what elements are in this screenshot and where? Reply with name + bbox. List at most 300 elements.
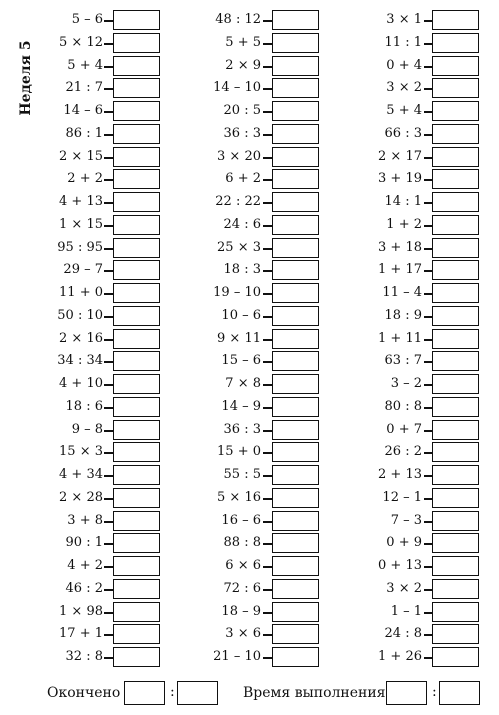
answer-box[interactable] [272, 238, 319, 258]
equals-dash [104, 407, 113, 409]
answer-box[interactable] [113, 624, 160, 644]
problem-row [322, 32, 482, 55]
problem-expression: 15 – 6 [221, 353, 261, 369]
problem-row [162, 100, 322, 123]
answer-box[interactable] [113, 56, 160, 76]
answer-box[interactable] [432, 169, 479, 189]
equals-dash [263, 589, 272, 591]
answer-box[interactable] [432, 647, 479, 667]
time-colon: : [432, 684, 437, 700]
problem-row [162, 32, 322, 55]
problem-row [322, 373, 482, 396]
problem-expression: 1 + 26 [378, 649, 422, 664]
answer-box[interactable] [113, 397, 160, 417]
problem-expression: 16 – 6 [221, 512, 261, 528]
problem-row [0, 237, 162, 260]
problem-expression: 12 – 1 [382, 489, 422, 505]
problem-row [0, 441, 162, 464]
equals-dash [104, 43, 113, 45]
equals-dash [104, 270, 113, 272]
problem-expression: 36 : 3 [223, 421, 261, 437]
answer-box[interactable] [272, 169, 319, 189]
answer-box[interactable] [432, 397, 479, 417]
answer-box[interactable] [432, 329, 479, 349]
answer-box[interactable] [113, 420, 160, 440]
equals-dash [104, 134, 113, 136]
problem-expression: 3 – 2 [390, 376, 422, 391]
answer-box[interactable] [432, 238, 479, 258]
problem-row [162, 646, 322, 669]
problem-expression: 0 + 7 [386, 421, 422, 437]
answer-box[interactable] [272, 647, 319, 667]
answer-box[interactable] [113, 192, 160, 212]
answer-box[interactable] [432, 465, 479, 485]
finished-hours-box[interactable] [124, 681, 165, 705]
answer-box[interactable] [113, 169, 160, 189]
time-minutes-box[interactable] [439, 681, 480, 705]
problem-row [322, 601, 482, 624]
problem-expression: 22 : 22 [215, 194, 261, 209]
answer-box[interactable] [113, 215, 160, 235]
equals-dash [104, 384, 113, 386]
answer-box[interactable] [432, 215, 479, 235]
problem-row [322, 487, 482, 510]
problem-row [322, 77, 482, 100]
answer-box[interactable] [432, 78, 479, 98]
problem-row [0, 578, 162, 601]
equals-dash [263, 134, 272, 136]
problem-row [0, 9, 162, 32]
answer-box[interactable] [113, 329, 160, 349]
problem-expression: 4 + 2 [67, 558, 103, 573]
problem-row [0, 555, 162, 578]
problem-row [162, 396, 322, 419]
equals-dash [104, 361, 113, 363]
problem-row [162, 328, 322, 351]
equals-dash [263, 157, 272, 159]
problem-row [162, 510, 322, 533]
answer-box[interactable] [432, 10, 479, 30]
equals-dash [263, 452, 272, 454]
answer-box[interactable] [113, 10, 160, 30]
equals-dash [104, 66, 113, 68]
problem-row [322, 441, 482, 464]
problem-expression: 1 + 17 [378, 262, 422, 278]
problem-expression: 18 : 9 [384, 307, 422, 323]
equals-dash [104, 293, 113, 295]
problem-expression: 88 : 8 [223, 535, 261, 551]
equals-dash [263, 20, 272, 22]
problem-expression: 4 + 10 [59, 376, 103, 391]
answer-box[interactable] [113, 579, 160, 599]
problem-row [162, 464, 322, 487]
problem-row [0, 305, 162, 328]
problem-expression: 80 : 8 [384, 398, 422, 414]
problem-row [0, 168, 162, 191]
problem-row [162, 532, 322, 555]
answer-box[interactable] [272, 283, 319, 303]
equals-dash [263, 361, 272, 363]
answer-box[interactable] [432, 260, 479, 280]
problem-expression: 2 + 13 [378, 467, 422, 482]
answer-box[interactable] [272, 488, 319, 508]
equals-dash [104, 157, 113, 159]
equals-dash [104, 566, 113, 568]
problem-row [0, 601, 162, 624]
answer-box[interactable] [272, 147, 319, 167]
equals-dash [263, 566, 272, 568]
problem-row [322, 123, 482, 146]
problem-expression: 3 × 2 [386, 80, 422, 96]
problem-expression: 25 × 3 [217, 239, 261, 255]
answer-box[interactable] [113, 101, 160, 121]
problem-row [0, 77, 162, 100]
problem-row [0, 55, 162, 78]
equals-dash [263, 634, 272, 636]
answer-box[interactable] [432, 579, 479, 599]
problem-expression: 3 × 20 [217, 148, 261, 164]
problem-row [0, 373, 162, 396]
problem-expression: 20 : 5 [223, 103, 261, 118]
answer-box[interactable] [272, 351, 319, 371]
problem-column-1 [0, 9, 162, 669]
answer-box[interactable] [432, 351, 479, 371]
problem-row [322, 9, 482, 32]
problem-row [0, 510, 162, 533]
problem-row [322, 396, 482, 419]
equals-dash [104, 430, 113, 432]
problem-expression: 9 × 11 [217, 330, 261, 346]
problem-expression: 24 : 6 [223, 216, 261, 232]
answer-box[interactable] [272, 397, 319, 417]
finished-colon: : [170, 684, 175, 700]
equals-dash [104, 634, 113, 636]
answer-box[interactable] [113, 488, 160, 508]
equals-dash [263, 543, 272, 545]
problem-row [162, 77, 322, 100]
answer-box[interactable] [272, 124, 319, 144]
problem-row [162, 282, 322, 305]
answer-box[interactable] [432, 374, 479, 394]
time-label: Время выполнения [243, 685, 386, 701]
problem-expression: 4 + 13 [59, 194, 103, 209]
problem-expression: 0 + 4 [386, 57, 422, 73]
problem-row [162, 578, 322, 601]
problem-row [322, 214, 482, 237]
problem-row [162, 168, 322, 191]
answer-box[interactable] [113, 260, 160, 280]
answer-box[interactable] [272, 533, 319, 553]
equals-dash [263, 66, 272, 68]
equals-dash [263, 657, 272, 659]
time-hours-box[interactable] [386, 681, 427, 705]
answer-box[interactable] [272, 78, 319, 98]
problem-row [322, 305, 482, 328]
equals-dash [104, 589, 113, 591]
problem-row [162, 623, 322, 646]
problem-expression: 5 + 4 [67, 57, 103, 73]
answer-box[interactable] [432, 602, 479, 622]
problem-row [322, 282, 482, 305]
problem-expression: 29 – 7 [63, 262, 103, 278]
problem-row [322, 191, 482, 214]
problem-expression: 7 × 8 [225, 376, 261, 391]
week-label-text: Неделя 5 [18, 40, 34, 116]
problem-row [322, 259, 482, 282]
problem-expression: 2 + 2 [67, 171, 103, 187]
equals-dash [263, 202, 272, 204]
problem-row [0, 396, 162, 419]
problem-expression: 24 : 8 [384, 626, 422, 642]
problem-expression: 19 – 10 [213, 285, 261, 300]
problem-row [322, 328, 482, 351]
answer-box[interactable] [432, 533, 479, 553]
problem-row [162, 214, 322, 237]
answer-box[interactable] [432, 101, 479, 121]
answer-box[interactable] [113, 78, 160, 98]
problem-expression: 1 + 11 [378, 330, 422, 346]
problem-expression: 48 : 12 [215, 12, 261, 27]
problem-expression: 5 × 16 [217, 489, 261, 505]
equals-dash [104, 475, 113, 477]
equals-dash [263, 339, 272, 341]
problem-row [0, 487, 162, 510]
equals-dash [263, 384, 272, 386]
equals-dash [104, 179, 113, 181]
problem-row [0, 623, 162, 646]
equals-dash [104, 248, 113, 250]
problem-row [322, 646, 482, 669]
equals-dash [104, 339, 113, 341]
problem-row [0, 328, 162, 351]
problem-expression: 11 – 4 [382, 285, 422, 300]
problem-expression: 2 × 17 [378, 148, 422, 164]
problem-expression: 95 : 95 [57, 239, 103, 255]
problem-expression: 4 + 34 [59, 467, 103, 482]
answer-box[interactable] [113, 533, 160, 553]
problem-expression: 14 : 1 [384, 194, 422, 209]
equals-dash [263, 179, 272, 181]
problem-column-2 [162, 9, 322, 669]
problem-expression: 14 – 9 [221, 398, 261, 414]
answer-box[interactable] [272, 306, 319, 326]
problem-expression: 86 : 1 [65, 125, 103, 141]
problem-expression: 5 + 5 [225, 34, 261, 50]
problem-row [162, 237, 322, 260]
problem-row [162, 9, 322, 32]
answer-box[interactable] [113, 465, 160, 485]
problem-expression: 0 + 9 [386, 535, 422, 551]
equals-dash [263, 43, 272, 45]
problem-expression: 21 – 10 [213, 649, 261, 664]
answer-box[interactable] [113, 306, 160, 326]
answer-box[interactable] [272, 329, 319, 349]
problem-expression: 1 + 2 [386, 216, 422, 232]
equals-dash [104, 521, 113, 523]
problem-row [162, 555, 322, 578]
problem-expression: 18 : 3 [223, 262, 261, 278]
equals-dash [104, 20, 113, 22]
answer-box[interactable] [432, 442, 479, 462]
answer-box[interactable] [272, 56, 319, 76]
answer-box[interactable] [432, 624, 479, 644]
equals-dash [263, 270, 272, 272]
answer-box[interactable] [272, 215, 319, 235]
answer-box[interactable] [113, 647, 160, 667]
problem-expression: 6 × 6 [225, 558, 261, 573]
problem-row [322, 419, 482, 442]
answer-box[interactable] [432, 511, 479, 531]
answer-box[interactable] [272, 579, 319, 599]
equals-dash [263, 88, 272, 90]
problem-expression: 72 : 6 [223, 580, 261, 596]
problem-row [322, 100, 482, 123]
problem-expression: 50 : 10 [57, 307, 103, 323]
footer [0, 681, 499, 707]
problem-row [0, 350, 162, 373]
answer-box[interactable] [432, 488, 479, 508]
answer-box[interactable] [272, 465, 319, 485]
problem-expression: 17 + 1 [59, 626, 103, 642]
answer-box[interactable] [432, 33, 479, 53]
answer-box[interactable] [272, 260, 319, 280]
problem-expression: 15 + 0 [217, 444, 261, 460]
equals-dash [104, 498, 113, 500]
answer-box[interactable] [272, 374, 319, 394]
problem-row [322, 237, 482, 260]
answer-box[interactable] [272, 420, 319, 440]
problem-row [322, 555, 482, 578]
answer-box[interactable] [272, 624, 319, 644]
answer-box[interactable] [272, 442, 319, 462]
equals-dash [263, 498, 272, 500]
problem-expression: 2 × 15 [59, 148, 103, 164]
equals-dash [104, 612, 113, 614]
problem-expression: 3 × 2 [386, 580, 422, 596]
problem-row [162, 191, 322, 214]
problem-expression: 14 – 6 [63, 103, 103, 118]
answer-box[interactable] [432, 124, 479, 144]
problem-row [322, 350, 482, 373]
problem-expression: 11 + 0 [59, 285, 103, 300]
equals-dash [263, 111, 272, 113]
problem-expression: 11 : 1 [384, 34, 422, 50]
problem-row [162, 441, 322, 464]
problem-expression: 90 : 1 [65, 535, 103, 551]
problem-row [162, 123, 322, 146]
answer-box[interactable] [272, 10, 319, 30]
answer-box[interactable] [113, 147, 160, 167]
answer-box[interactable] [113, 442, 160, 462]
problem-expression: 3 × 1 [386, 12, 422, 27]
problem-expression: 26 : 2 [384, 444, 422, 460]
problem-row [162, 419, 322, 442]
problem-expression: 1 × 15 [59, 216, 103, 232]
answer-box[interactable] [432, 147, 479, 167]
answer-box[interactable] [272, 556, 319, 576]
problem-row [322, 464, 482, 487]
answer-box[interactable] [432, 192, 479, 212]
problem-expression: 7 – 3 [390, 512, 422, 528]
problem-expression: 18 – 9 [221, 603, 261, 619]
problem-row [162, 601, 322, 624]
problem-row [0, 464, 162, 487]
problem-row [0, 214, 162, 237]
problem-row [0, 191, 162, 214]
answer-box[interactable] [432, 306, 479, 326]
equals-dash [263, 316, 272, 318]
problem-expression: 5 × 12 [59, 34, 103, 50]
problem-expression: 55 : 5 [223, 467, 261, 482]
answer-box[interactable] [432, 420, 479, 440]
problem-expression: 0 + 13 [378, 558, 422, 573]
answer-box[interactable] [113, 556, 160, 576]
problem-row [322, 168, 482, 191]
problem-expression: 3 + 8 [67, 512, 103, 528]
problem-row [0, 646, 162, 669]
problem-row [0, 146, 162, 169]
equals-dash [263, 248, 272, 250]
problem-row [0, 259, 162, 282]
problem-expression: 2 × 16 [59, 330, 103, 346]
problem-row [322, 623, 482, 646]
problem-expression: 36 : 3 [223, 125, 261, 141]
problem-expression: 6 + 2 [225, 171, 261, 187]
problem-row [162, 487, 322, 510]
equals-dash [104, 543, 113, 545]
problem-row [0, 100, 162, 123]
answer-box[interactable] [113, 124, 160, 144]
answer-box[interactable] [113, 283, 160, 303]
answer-box[interactable] [113, 602, 160, 622]
equals-dash [104, 316, 113, 318]
equals-dash [104, 88, 113, 90]
answer-box[interactable] [113, 374, 160, 394]
answer-box[interactable] [272, 101, 319, 121]
problem-expression: 10 – 6 [221, 307, 261, 323]
problem-row [322, 55, 482, 78]
answer-box[interactable] [432, 56, 479, 76]
answer-box[interactable] [432, 556, 479, 576]
answer-box[interactable] [272, 602, 319, 622]
answer-box[interactable] [432, 283, 479, 303]
finished-minutes-box[interactable] [177, 681, 218, 705]
problem-expression: 2 × 28 [59, 489, 103, 505]
answer-box[interactable] [113, 238, 160, 258]
problem-expression: 32 : 8 [65, 649, 103, 664]
problem-expression: 66 : 3 [384, 125, 422, 141]
problem-expression: 34 : 34 [57, 353, 103, 369]
problem-expression: 3 + 18 [378, 239, 422, 255]
equals-dash [104, 225, 113, 227]
answer-box[interactable] [113, 33, 160, 53]
problem-row [162, 373, 322, 396]
equals-dash [104, 202, 113, 204]
problem-row [162, 55, 322, 78]
problem-expression: 5 + 4 [386, 103, 422, 118]
problem-row [0, 419, 162, 442]
answer-box[interactable] [113, 511, 160, 531]
answer-box[interactable] [272, 33, 319, 53]
answer-box[interactable] [113, 351, 160, 371]
answer-box[interactable] [272, 192, 319, 212]
problem-row [162, 259, 322, 282]
problem-row [0, 123, 162, 146]
problem-row [0, 532, 162, 555]
problem-row [162, 350, 322, 373]
equals-dash [263, 521, 272, 523]
answer-box[interactable] [272, 511, 319, 531]
